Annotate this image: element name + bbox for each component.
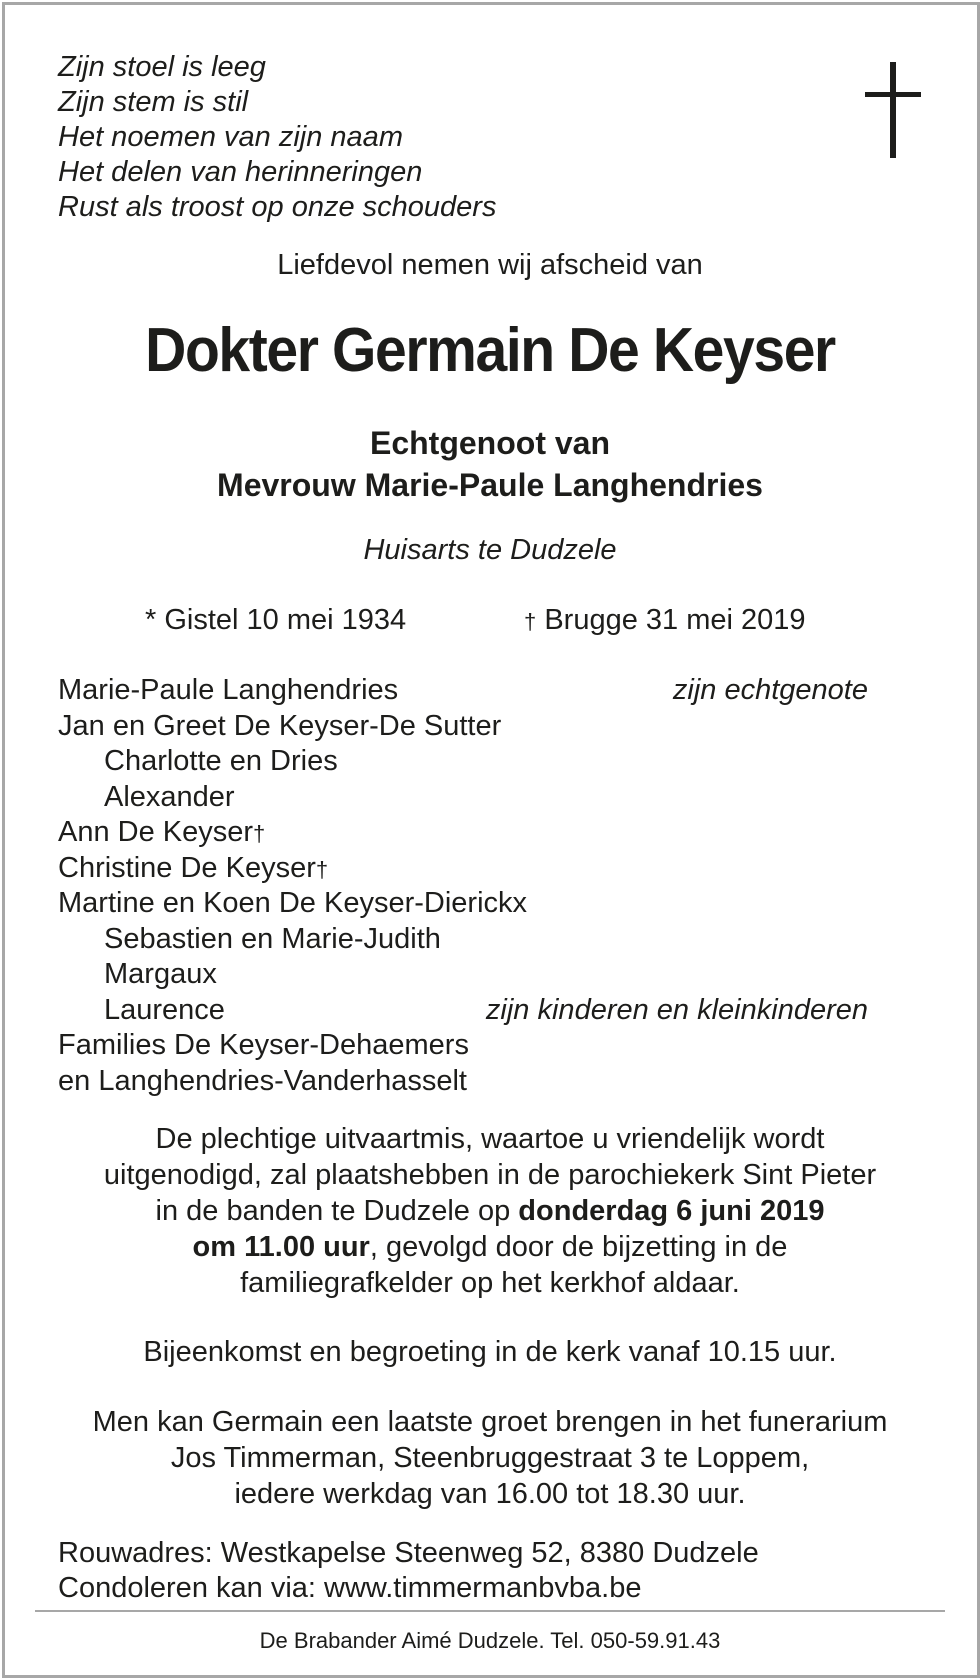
relative-row [58,957,868,993]
relative-row [58,1028,868,1064]
spouse-label: Echtgenoot van [369,425,610,461]
relative-name: Christine De Keyser [58,851,316,884]
poem-line: Het delen van herinneringen [58,156,423,188]
relative-name: Jan en Greet De Keyser-De Sutter [58,709,502,742]
visit-line: Jos Timmerman, Steenbruggestraat 3 te Loppem, [170,1442,810,1474]
relative-row [58,744,868,780]
relative-row [58,815,868,851]
spouse-block [0,422,980,506]
funeral-line: uitgenodigd, zal plaatshebben in de parochiekerk Sint Pieter [103,1159,877,1191]
gathering-text: Bijeenkomst en begroeting in de kerk vanaf 10.15 uur. [143,1336,837,1368]
spouse-name: Mevrouw Marie-Paule Langhendries [217,467,763,503]
intro-text: Liefdevol nemen wij afscheid van [277,249,703,281]
funeral-time: om 11.00 uur [192,1231,370,1263]
poem-line: Het noemen van zijn naam [58,121,403,153]
relative-name: en Langhendries-Vanderhasselt [58,1064,467,1097]
poem [58,50,496,225]
relative-name: Alexander [104,780,235,813]
visit-line: Men kan Germain een laatste groet brengen in het funerarium [92,1406,888,1438]
birth-date: * Gistel 10 mei 1934 [145,604,407,636]
occupation: Huisarts te Dudzele [363,534,617,566]
death-date [524,603,806,639]
relative-name: Martine en Koen De Keyser-Dierickx [58,887,528,919]
relative-row [58,886,868,922]
relative-name: Ann De Keyser [58,816,254,848]
relative-row [58,1064,868,1100]
poem-line: Zijn stem is stil [58,86,249,118]
contact-block [58,1536,759,1606]
relative-name: Charlotte en Dries [104,745,338,777]
relative-row [58,993,868,1029]
relative-name: Sebastien en Marie-Judith [104,922,441,955]
cross-icon [865,62,921,158]
relative-row [58,851,868,887]
funeral-line: familiegrafkelder op het kerkhof aldaar. [240,1267,740,1299]
relation-note: zijn echtgenote [672,674,868,706]
deceased-name: Dokter Germain De Keyser [145,316,835,385]
death-cross-icon: † [524,609,537,634]
funeral-line: in de banden te Dudzele op donderdag 6 juni 2019 [155,1195,825,1227]
relative-row [58,922,868,958]
footer-credit: De Brabander Aimé Dudzele. Tel. 050-59.91.43 [259,1628,721,1653]
funeral-line: om 11.00 uur, gevolgd door de bijzetting in de [192,1231,788,1263]
funeral-line: De plechtige uitvaartmis, waartoe u vriendelijk wordt [155,1123,825,1155]
poem-line: Rust als troost op onze schouders [58,191,497,223]
mourning-address: Rouwadres: Westkapelse Steenweg 52, 8380 Dudzele [58,1537,759,1569]
poem-line: Zijn stoel is leeg [58,51,266,83]
relative-name: Marie-Paule Langhendries [58,674,399,706]
deceased-cross-icon: † [253,821,266,846]
condolence-link[interactable]: Condoleren kan via: www.timmermanbvba.be [58,1572,642,1604]
footer-divider [35,1610,945,1612]
relative-row [58,780,868,816]
relative-name: Margaux [104,958,217,990]
visit-text [0,1404,980,1512]
relative-name: Families De Keyser-Dehaemers [58,1029,469,1061]
relatives-list [58,673,868,1099]
deceased-cross-icon: † [315,856,329,882]
relative-row [58,709,868,745]
funeral-date: donderdag 6 juni 2019 [518,1195,825,1227]
relative-row [58,673,868,709]
death-date-text: Brugge 31 mei 2019 [544,604,806,636]
funeral-text [0,1121,980,1301]
relative-name: Laurence [104,993,225,1026]
visit-line: iedere werkdag van 16.00 tot 18.30 uur. [234,1478,746,1510]
relation-note: zijn kinderen en kleinkinderen [485,993,868,1026]
